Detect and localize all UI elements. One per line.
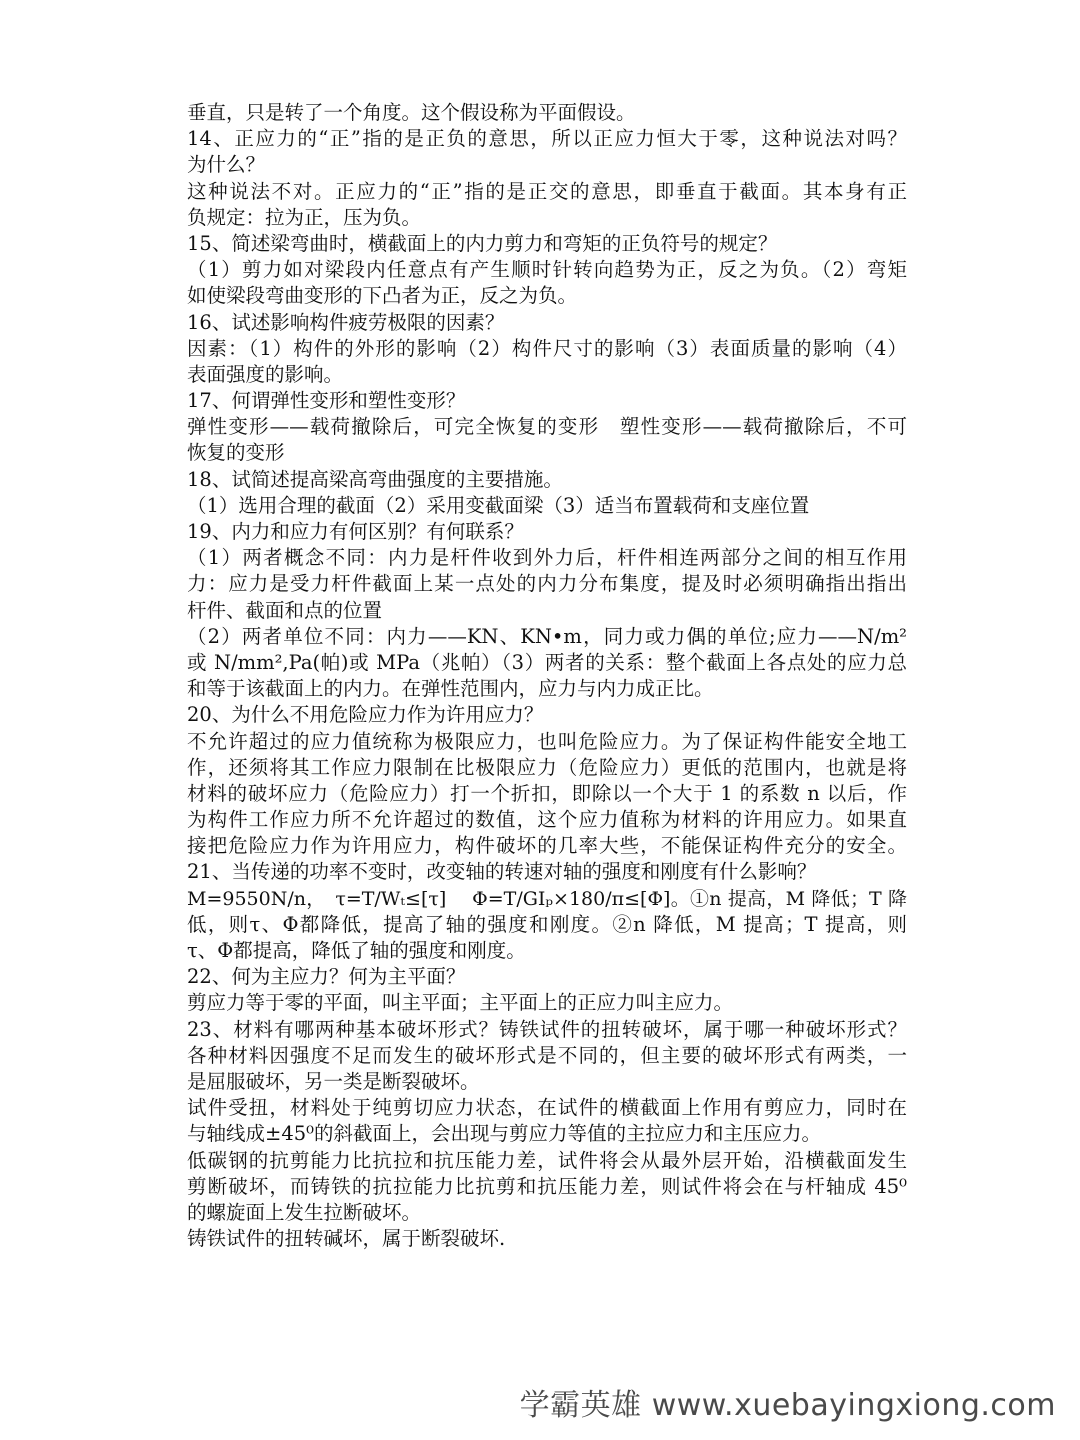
answer-line: M=9550N/n， τ=T/Wₜ≤[τ] Φ=T/GIₚ×180/π≤[Φ]。①n 提高，M 降低；T 降 <box>187 887 907 910</box>
answer-line: 低碳钢的抗剪能力比抗拉和抗压能力差，试件将会从最外层开始，沿横截面发生 <box>187 1148 907 1172</box>
answer-line: 如使梁段弯曲变形的下凸者为正，反之为负。 <box>187 284 578 308</box>
question-14: 14、正应力的“正”指的是正负的意思，所以正应力恒大于零，这种说法对吗？ <box>187 127 907 151</box>
question-16: 16、试述影响构件疲劳极限的因素？ <box>187 310 505 334</box>
site-watermark: 学霸英雄 www.xuebayingxiong.com <box>519 1388 1056 1423</box>
question-18: 18、试简述提高梁高弯曲强度的主要措施。 <box>187 467 563 491</box>
answer-line: （2）两者单位不同：内力——KN、KN•m，同力或力偶的单位;应力——N/m² <box>187 624 907 648</box>
answer-line: 与轴线成±45⁰的斜截面上，会出现与剪应力等值的主拉应力和主压应力。 <box>187 1122 821 1146</box>
answer-line: 弹性变形——载荷撤除后，可完全恢复的变形 塑性变形——载荷撤除后，不可 <box>187 415 907 439</box>
answer-line: 剪应力等于零的平面，叫主平面；主平面上的正应力叫主应力。 <box>187 991 734 1015</box>
answer-line: 力：应力是受力杆件截面上某一点处的内力分布集度，提及时必须明确指出指出 <box>187 572 907 596</box>
text-line: 为什么？ <box>187 153 266 177</box>
answer-line: 这种说法不对。正应力的“正”指的是正交的意思，即垂直于截面。其本身有正 <box>187 179 907 203</box>
question-23: 23、材料有哪两种基本破坏形式？铸铁试件的扭转破坏，属于哪一种破坏形式？ <box>187 1017 907 1041</box>
document-body <box>187 100 907 1252</box>
answer-line: 是屈服破坏，另一类是断裂破坏。 <box>187 1069 480 1093</box>
answer-line: 杆件、截面和点的位置 <box>187 598 383 622</box>
answer-line: 低，则τ、Φ都降低，提高了轴的强度和刚度。②n 降低，M 提高；T 提高，则 <box>187 912 907 936</box>
answer-line: 和等于该截面上的内力。在弹性范围内，应力与内力成正比。 <box>187 677 714 701</box>
question-21: 21、当传递的功率不变时，改变轴的转速对轴的强度和刚度有什么影响？ <box>187 860 817 884</box>
answer-line: （1）剪力如对梁段内任意点有产生顺时针转向趋势为正，反之为负。（2）弯矩 <box>187 258 907 282</box>
answer-line: 为构件工作应力所不允许超过的数值，这个应力值称为材料的许用应力。如果直 <box>187 808 907 832</box>
answer-line: 材料的破坏应力（危险应力）打一个折扣，即除以一个大于 1 的系数 n 以后，作 <box>187 781 907 805</box>
answer-line: 剪断破坏，而铸铁的抗拉能力比抗剪和抗压能力差，则试件将会在与杆轴成 45⁰ <box>187 1174 907 1198</box>
answer-line: 作，还须将其工作应力限制在比极限应力（危险应力）更低的范围内，也就是将 <box>187 755 907 779</box>
question-20: 20、为什么不用危险应力作为许用应力？ <box>187 703 544 727</box>
answer-line: 恢复的变形 <box>187 441 285 465</box>
answer-line: 负规定：拉为正，压为负。 <box>187 205 422 229</box>
answer-line: 的螺旋面上发生拉断破坏。 <box>187 1200 422 1224</box>
answer-line: 表面强度的影响。 <box>187 362 344 386</box>
text-line: 垂直，只是转了一个角度。这个假设称为平面假设。 <box>187 101 636 124</box>
answer-line: （1）选用合理的截面（2）采用变截面梁（3）适当布置载荷和支座位置 <box>187 493 810 517</box>
question-22: 22、何为主应力？何为主平面？ <box>187 965 466 989</box>
answer-line: 或 N/mm²,Pa(帕)或 MPa（兆帕）（3）两者的关系：整个截面上各点处的应力总 <box>187 650 907 674</box>
answer-line: 接把危险应力作为许用应力，构件破坏的几率大些，不能保证构件充分的安全。 <box>187 834 907 858</box>
question-17: 17、何谓弹性变形和塑性变形？ <box>187 389 466 413</box>
question-15: 15、简述梁弯曲时，横截面上的内力剪力和弯矩的正负符号的规定？ <box>187 231 778 255</box>
answer-line: τ、Φ都提高，降低了轴的强度和刚度。 <box>187 939 526 962</box>
answer-line: 试件受扭，材料处于纯剪切应力状态，在试件的横截面上作用有剪应力，同时在 <box>187 1096 907 1120</box>
answer-line: 铸铁试件的扭转碱坏，属于断裂破坏. <box>187 1227 506 1251</box>
answer-line: 不允许超过的应力值统称为极限应力，也叫危险应力。为了保证构件能安全地工 <box>187 729 907 753</box>
answer-line: （1）两者概念不同：内力是杆件收到外力后，杆件相连两部分之间的相互作用 <box>187 546 907 570</box>
answer-line: 各种材料因强度不足而发生的破坏形式是不同的，但主要的破坏形式有两类，一 <box>187 1043 907 1067</box>
question-19: 19、内力和应力有何区别？有何联系？ <box>187 520 524 543</box>
answer-line: 因素：（1）构件的外形的影响（2）构件尺寸的影响（3）表面质量的影响（4） <box>187 336 907 360</box>
